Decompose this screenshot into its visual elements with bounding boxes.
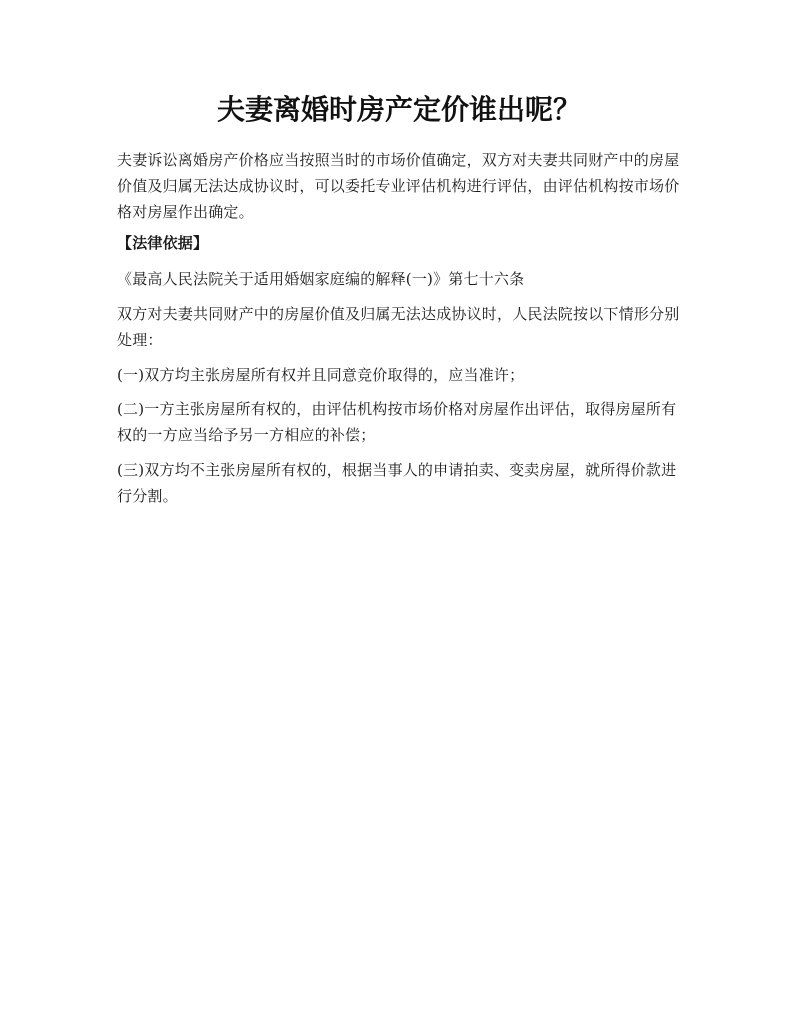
- intro-paragraph: 夫妻诉讼离婚房产价格应当按照当时的市场价值确定，双方对夫妻共同财产中的房屋价值及归属无法达成协议时，可以委托专业评估机构进行评估，由评估机构按市场价格对房屋作出确定。: [117, 151, 680, 221]
- legal-basis-heading: 【法律依据】: [117, 234, 209, 252]
- clause-2: (二)一方主张房屋所有权的，由评估机构按市场价格对房屋作出评估，取得房屋所有权的一方应当给予另一方相应的补偿；: [117, 400, 677, 444]
- clause-3: (三)双方均不主张房屋所有权的，根据当事人的申请拍卖、变卖房屋，就所得价款进行分割。: [117, 461, 677, 505]
- legal-source: 《最高人民法院关于适用婚姻家庭编的解释(一)》第七十六条: [117, 270, 525, 288]
- article-intro: 双方对夫妻共同财产中的房屋价值及归属无法达成协议时，人民法院按以下情形分别处理：: [117, 305, 680, 349]
- clause-1: (一)双方均主张房屋所有权并且同意竞价取得的，应当准许；: [117, 366, 525, 384]
- document-title: 夫妻离婚时房产定价谁出呢？: [216, 93, 581, 126]
